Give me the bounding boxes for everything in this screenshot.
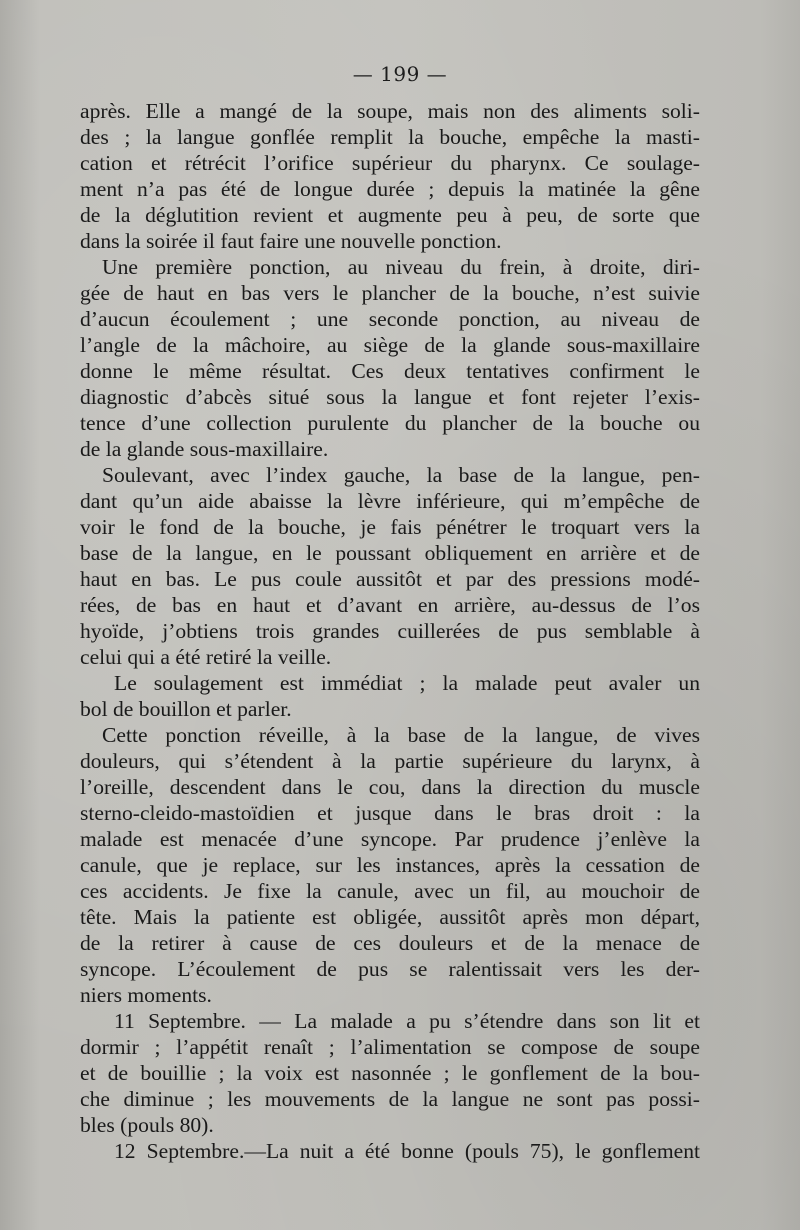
text-line: haut en bas. Le pus coule aussitôt et par des pressions modé- xyxy=(80,567,700,591)
body-text xyxy=(80,98,700,1164)
text-line: tence d’une collection purulente du plancher de la bouche ou xyxy=(80,411,700,435)
text-line: Soulevant, avec l’index gauche, la base de la langue, pen- xyxy=(102,463,700,487)
text-line: rées, de bas en haut et d’avant en arrière, au-dessus de l’os xyxy=(80,593,700,617)
text-line: dans la soirée il faut faire une nouvelle ponction. xyxy=(80,229,502,253)
text-line: tête. Mais la patiente est obligée, aussitôt après mon départ, xyxy=(80,905,700,929)
text-line: cation et rétrécit l’orifice supérieur du pharynx. Ce soulage- xyxy=(80,151,700,175)
paragraph xyxy=(80,722,700,1008)
paragraph xyxy=(80,98,700,254)
text-line: et de bouillie ; la voix est nasonnée ; le gonflement de la bou- xyxy=(80,1061,700,1085)
paragraph xyxy=(80,254,700,462)
text-line: sterno-cleido-mastoïdien et jusque dans le bras droit : la xyxy=(80,801,700,825)
text-line: bles (pouls 80). xyxy=(80,1113,214,1137)
text-line: hyoïde, j’obtiens trois grandes cuillerées de pus semblable à xyxy=(80,619,700,643)
text-line: de la glande sous-maxillaire. xyxy=(80,437,329,461)
text-line: celui qui a été retiré la veille. xyxy=(80,645,332,669)
text-line: voir le fond de la bouche, je fais pénétrer le troquart vers la xyxy=(80,515,700,539)
text-line: 11 Septembre. — La malade a pu s’étendre dans son lit et xyxy=(114,1009,700,1033)
text-line: base de la langue, en le poussant obliquement en arrière et de xyxy=(80,541,700,565)
text-line: bol de bouillon et parler. xyxy=(80,697,292,721)
text-line: des ; la langue gonflée remplit la bouche, empêche la masti- xyxy=(80,125,700,149)
text-line: Cette ponction réveille, à la base de la langue, de vives xyxy=(102,723,700,747)
text-line: de la retirer à cause de ces douleurs et de la menace de xyxy=(80,931,700,955)
text-line: diagnostic d’abcès situé sous la langue et font rejeter l’exis- xyxy=(80,385,700,409)
paragraph xyxy=(80,1138,700,1164)
text-line: de la déglutition revient et augmente peu à peu, de sorte que xyxy=(80,203,700,227)
text-line: après. Elle a mangé de la soupe, mais non des aliments soli- xyxy=(80,99,700,123)
text-line: niers moments. xyxy=(80,983,212,1007)
text-line: gée de haut en bas vers le plancher de la bouche, n’est suivie xyxy=(80,281,700,305)
text-line: malade est menacée d’une syncope. Par prudence j’enlève la xyxy=(80,827,700,851)
text-line: l’oreille, descendent dans le cou, dans la direction du muscle xyxy=(80,775,700,799)
text-line: che diminue ; les mouvements de la langue ne sont pas possi- xyxy=(80,1087,700,1111)
text-line: d’aucun écoulement ; une seconde ponction, au niveau de xyxy=(80,307,700,331)
text-line: ment n’a pas été de longue durée ; depuis la matinée la gêne xyxy=(80,177,700,201)
text-line: l’angle de la mâchoire, au siège de la glande sous-maxillaire xyxy=(80,333,700,357)
paragraph xyxy=(80,462,700,670)
paragraph xyxy=(80,670,700,722)
text-line: donne le même résultat. Ces deux tentatives confirment le xyxy=(80,359,700,383)
text-line: dormir ; l’appétit renaît ; l’alimentation se compose de soupe xyxy=(80,1035,700,1059)
text-line: 12 Septembre.—La nuit a été bonne (pouls 75), le gonflement xyxy=(114,1139,700,1163)
page-number: — 199 — xyxy=(352,62,448,86)
text-line: ces accidents. Je fixe la canule, avec un fil, au mouchoir de xyxy=(80,879,700,903)
paragraph xyxy=(80,1008,700,1138)
text-line: dant qu’un aide abaisse la lèvre inférieure, qui m’empêche de xyxy=(80,489,700,513)
text-line: douleurs, qui s’étendent à la partie supérieure du larynx, à xyxy=(80,749,700,773)
text-line: canule, que je replace, sur les instances, après la cessation de xyxy=(80,853,700,877)
text-line: Une première ponction, au niveau du frein, à droite, diri- xyxy=(102,255,700,279)
text-line: syncope. L’écoulement de pus se ralentissait vers les der- xyxy=(80,957,700,981)
text-line: Le soulagement est immédiat ; la malade peut avaler un xyxy=(114,671,700,695)
